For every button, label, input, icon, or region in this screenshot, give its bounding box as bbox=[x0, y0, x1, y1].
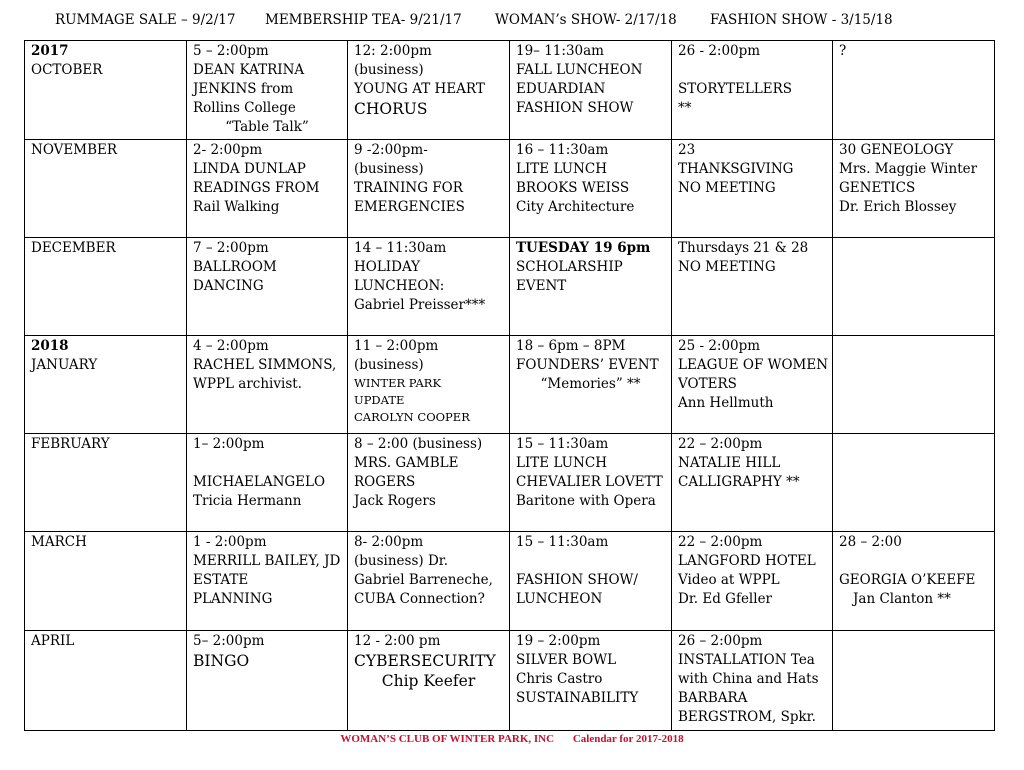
event-cell bbox=[672, 336, 833, 434]
month-label: APRIL bbox=[31, 633, 75, 649]
event-cell bbox=[348, 41, 510, 140]
event-line: (business) Dr. bbox=[354, 553, 449, 569]
event-line: SILVER BOWL bbox=[516, 652, 617, 668]
event-cell bbox=[348, 434, 510, 532]
event-line: BALLROOM bbox=[193, 259, 277, 275]
event-line: 15 – 11:30am bbox=[516, 436, 609, 452]
event-cell bbox=[833, 140, 995, 238]
event-line: Rail Walking bbox=[193, 199, 280, 215]
event-cell bbox=[348, 336, 510, 434]
event-line: MICHAELANGELO bbox=[193, 474, 326, 490]
month-label: 2017 bbox=[31, 43, 69, 59]
footer-calendar-label: Calendar for 2017-2018 bbox=[572, 733, 684, 745]
event-cell bbox=[187, 336, 348, 434]
event-line: Mrs. Maggie Winter bbox=[839, 161, 978, 177]
calendar-row bbox=[25, 41, 995, 140]
event-cell bbox=[187, 631, 348, 731]
event-line: EMERGENCIES bbox=[354, 199, 465, 215]
event-line: LEAGUE OF WOMEN bbox=[678, 357, 829, 373]
event-cell bbox=[348, 631, 510, 731]
event-line: City Architecture bbox=[516, 199, 635, 215]
event-line bbox=[516, 552, 665, 571]
event-line: Dr. Erich Blossey bbox=[839, 199, 957, 215]
event-cell bbox=[187, 434, 348, 532]
event-cell bbox=[510, 238, 672, 336]
event-line: THANKSGIVING bbox=[678, 161, 794, 177]
event-line: 15 – 11:30am bbox=[516, 534, 609, 550]
event-line: 1 - 2:00pm bbox=[193, 534, 267, 550]
event-line: LUNCHEON bbox=[516, 591, 603, 607]
event-line: 26 - 2:00pm bbox=[678, 43, 761, 59]
footer-club-name: WOMAN’S CLUB OF WINTER PARK, INC bbox=[340, 733, 555, 745]
event-cell bbox=[510, 631, 672, 731]
calendar-row bbox=[25, 238, 995, 336]
event-line: ESTATE bbox=[193, 572, 249, 588]
month-cell bbox=[25, 532, 187, 631]
event-line: LANGFORD HOTEL bbox=[678, 553, 816, 569]
event-line: CHEVALIER LOVETT bbox=[516, 474, 663, 490]
event-cell bbox=[833, 532, 995, 631]
calendar-row bbox=[25, 140, 995, 238]
event-line: LINDA DUNLAP bbox=[193, 161, 306, 177]
event-line: (business) bbox=[354, 357, 424, 373]
month-label: NOVEMBER bbox=[31, 142, 118, 158]
event-line: (business) bbox=[354, 62, 424, 78]
month-cell bbox=[25, 140, 187, 238]
event-cell bbox=[510, 434, 672, 532]
event-line: 11 – 2:00pm bbox=[354, 338, 439, 354]
event-cell bbox=[672, 238, 833, 336]
event-line: CALLIGRAPHY ** bbox=[678, 474, 800, 490]
event-line: BROOKS WEISS bbox=[516, 180, 630, 196]
events-header bbox=[55, 12, 1015, 34]
event-line: WINTER PARK bbox=[354, 376, 442, 390]
event-line: 26 – 2:00pm bbox=[678, 633, 763, 649]
month-cell bbox=[25, 238, 187, 336]
event-line: GENETICS bbox=[839, 180, 916, 196]
event-line: 22 – 2:00pm bbox=[678, 436, 763, 452]
event-line: VOTERS bbox=[678, 376, 737, 392]
event-line: (business) bbox=[354, 161, 424, 177]
event-line: 23 bbox=[678, 142, 696, 158]
event-line: FASHION SHOW bbox=[516, 100, 634, 116]
event-line: TUESDAY 19 6pm bbox=[516, 240, 651, 256]
event-line: ROGERS bbox=[354, 474, 416, 490]
event-line: 7 – 2:00pm bbox=[193, 240, 269, 256]
event-line bbox=[678, 61, 826, 80]
event-line: Gabriel Preisser*** bbox=[354, 297, 486, 313]
event-line: Video at WPPL bbox=[678, 572, 780, 588]
header-womans-show: WOMAN’s SHOW- 2/17/18 bbox=[495, 12, 677, 28]
event-line: LUNCHEON: bbox=[354, 278, 445, 294]
month-label: OCTOBER bbox=[31, 62, 103, 78]
event-line: with China and Hats bbox=[678, 671, 819, 687]
event-line: 19– 11:30am bbox=[516, 43, 604, 59]
event-line: 8 – 2:00 (business) bbox=[354, 436, 483, 452]
event-line: 18 – 6pm – 8PM bbox=[516, 338, 626, 354]
calendar-row bbox=[25, 532, 995, 631]
event-cell bbox=[672, 434, 833, 532]
event-cell bbox=[187, 238, 348, 336]
calendar-row bbox=[25, 434, 995, 532]
event-line: CAROLYN COOPER bbox=[354, 410, 470, 424]
event-line: 28 – 2:00 bbox=[839, 534, 902, 550]
month-label: 2018 bbox=[31, 338, 69, 354]
event-line: 5– 2:00pm bbox=[193, 633, 265, 649]
event-line: LITE LUNCH bbox=[516, 161, 607, 177]
event-line: INSTALLATION Tea bbox=[678, 652, 815, 668]
event-line: 22 – 2:00pm bbox=[678, 534, 763, 550]
event-line: “Memories” ** bbox=[540, 376, 641, 392]
event-line: BERGSTROM, Spkr. bbox=[678, 709, 816, 725]
event-line: EVENT bbox=[516, 278, 567, 294]
event-cell bbox=[510, 41, 672, 140]
event-line: BINGO bbox=[193, 652, 250, 670]
event-line: SCHOLARSHIP bbox=[516, 259, 623, 275]
event-line: UPDATE bbox=[354, 393, 405, 407]
event-line: Gabriel Barreneche, bbox=[354, 572, 493, 588]
event-line: LITE LUNCH bbox=[516, 455, 607, 471]
event-line: 25 - 2:00pm bbox=[678, 338, 761, 354]
event-line: CYBERSECURITY bbox=[354, 652, 496, 670]
event-line: MRS. GAMBLE bbox=[354, 455, 459, 471]
footer bbox=[0, 733, 1024, 745]
event-line: MERRILL BAILEY, JD bbox=[193, 553, 341, 569]
event-cell bbox=[833, 434, 995, 532]
event-line: 2- 2:00pm bbox=[193, 142, 263, 158]
event-line: 14 – 11:30am bbox=[354, 240, 447, 256]
event-cell bbox=[672, 41, 833, 140]
event-line: TRAINING FOR bbox=[354, 180, 463, 196]
event-cell bbox=[187, 41, 348, 140]
event-line: 4 – 2:00pm bbox=[193, 338, 269, 354]
event-line: ? bbox=[839, 43, 847, 59]
event-line: ** bbox=[678, 100, 692, 116]
event-line: DEAN KATRINA bbox=[193, 62, 305, 78]
header-rummage-sale: RUMMAGE SALE – 9/2/17 bbox=[55, 12, 236, 28]
event-cell bbox=[348, 140, 510, 238]
event-line: 9 -2:00pm- bbox=[354, 142, 428, 158]
event-line: Chip Keefer bbox=[381, 672, 476, 690]
event-cell bbox=[833, 336, 995, 434]
month-label: MARCH bbox=[31, 534, 87, 550]
event-cell bbox=[510, 532, 672, 631]
event-line: “Table Talk” bbox=[225, 119, 309, 135]
event-line: 8- 2:00pm bbox=[354, 534, 424, 550]
event-line: NATALIE HILL bbox=[678, 455, 781, 471]
event-line: FALL LUNCHEON bbox=[516, 62, 643, 78]
event-line: GEORGIA O’KEEFE bbox=[839, 572, 976, 588]
event-line: CUBA Connection? bbox=[354, 591, 485, 607]
event-line: DANCING bbox=[193, 278, 264, 294]
event-line: Dr. Ed Gfeller bbox=[678, 591, 773, 607]
event-line: 5 – 2:00pm bbox=[193, 43, 269, 59]
event-line: Tricia Hermann bbox=[193, 493, 302, 509]
event-cell bbox=[348, 532, 510, 631]
event-line: YOUNG AT HEART bbox=[354, 81, 485, 97]
event-cell bbox=[348, 238, 510, 336]
event-cell bbox=[187, 140, 348, 238]
month-cell bbox=[25, 631, 187, 731]
event-line: Rollins College bbox=[193, 100, 296, 116]
event-line: CHORUS bbox=[354, 100, 428, 118]
event-line: Baritone with Opera bbox=[516, 493, 656, 509]
event-line: 30 GENEOLOGY bbox=[839, 142, 954, 158]
event-line: SUSTAINABILITY bbox=[516, 690, 639, 706]
event-line: FASHION SHOW/ bbox=[516, 572, 638, 588]
month-label: JANUARY bbox=[31, 357, 98, 373]
event-line: Jack Rogers bbox=[354, 493, 436, 509]
event-line: READINGS FROM bbox=[193, 180, 320, 196]
header-fashion-show: FASHION SHOW - 3/15/18 bbox=[710, 12, 893, 28]
month-label: DECEMBER bbox=[31, 240, 116, 256]
event-line bbox=[193, 454, 341, 473]
event-line: 19 – 2:00pm bbox=[516, 633, 601, 649]
event-line: STORYTELLERS bbox=[678, 81, 793, 97]
month-cell bbox=[25, 336, 187, 434]
event-line: HOLIDAY bbox=[354, 259, 421, 275]
event-line: Ann Hellmuth bbox=[678, 395, 774, 411]
event-line: BARBARA bbox=[678, 690, 748, 706]
event-line: RACHEL SIMMONS, bbox=[193, 357, 337, 373]
calendar-row bbox=[25, 336, 995, 434]
month-label: FEBRUARY bbox=[31, 436, 110, 452]
event-cell bbox=[833, 41, 995, 140]
calendar-row bbox=[25, 631, 995, 731]
month-cell bbox=[25, 434, 187, 532]
event-line: 1– 2:00pm bbox=[193, 436, 265, 452]
event-cell bbox=[833, 631, 995, 731]
event-cell bbox=[187, 532, 348, 631]
event-cell bbox=[510, 336, 672, 434]
event-cell bbox=[833, 238, 995, 336]
event-line: 12: 2:00pm bbox=[354, 43, 432, 59]
header-membership-tea: MEMBERSHIP TEA- 9/21/17 bbox=[265, 12, 462, 28]
event-line: FOUNDERS’ EVENT bbox=[516, 357, 659, 373]
event-line: Chris Castro bbox=[516, 671, 603, 687]
event-line: 12 - 2:00 pm bbox=[354, 633, 441, 649]
event-line: PLANNING bbox=[193, 591, 273, 607]
event-cell bbox=[510, 140, 672, 238]
event-cell bbox=[672, 140, 833, 238]
event-line: JENKINS from bbox=[193, 81, 294, 97]
event-line: WPPL archivist. bbox=[193, 376, 302, 392]
event-line: Jan Clanton ** bbox=[853, 591, 951, 607]
month-cell bbox=[25, 41, 187, 140]
event-cell bbox=[672, 631, 833, 731]
event-line: NO MEETING bbox=[678, 180, 776, 196]
event-line: 16 – 11:30am bbox=[516, 142, 609, 158]
event-line: Thursdays 21 & 28 bbox=[678, 240, 809, 256]
event-line bbox=[839, 552, 988, 571]
event-cell bbox=[672, 532, 833, 631]
event-line: NO MEETING bbox=[678, 259, 776, 275]
calendar-table bbox=[24, 40, 995, 731]
event-line: EDUARDIAN bbox=[516, 81, 606, 97]
